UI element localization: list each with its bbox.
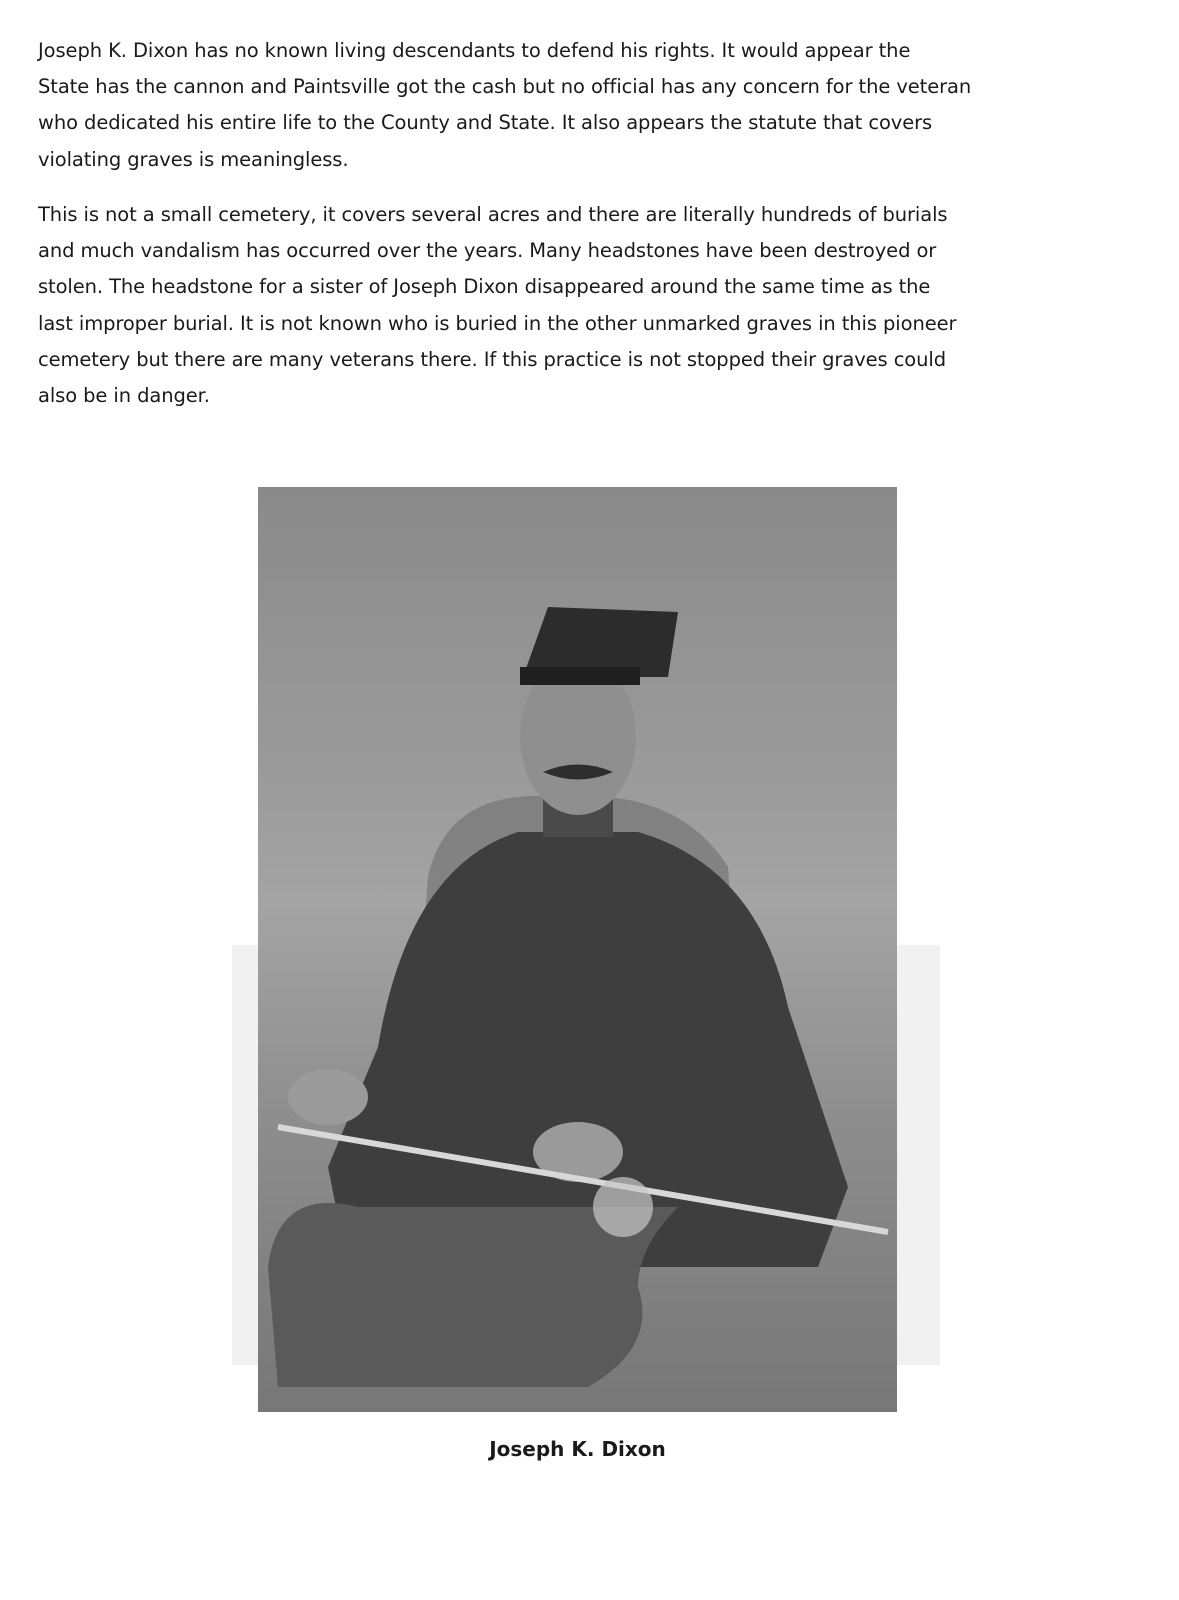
text-line: also be in danger. xyxy=(38,384,210,408)
portrait-photo xyxy=(258,487,897,1412)
portrait-silhouette xyxy=(258,487,897,1412)
text-line: cemetery but there are many veterans there. If this practice is not stopped their graves could xyxy=(38,347,946,371)
paragraph-1 xyxy=(38,33,1148,178)
text-line: State has the cannon and Paintsville got the cash but no official has any concern for the veteran xyxy=(38,75,972,99)
text-line: and much vandalism has occurred over the years. Many headstones have been destroyed or xyxy=(38,239,937,263)
text-line: violating graves is meaningless. xyxy=(38,147,349,171)
text-line: stolen. The headstone for a sister of Joseph Dixon disappeared around the same time as the xyxy=(38,275,931,299)
text-line: This is not a small cemetery, it covers several acres and there are literally hundreds of burials xyxy=(38,203,948,226)
text-line: Joseph K. Dixon has no known living descendants to defend his rights. It would appear the xyxy=(38,39,911,62)
photo-caption: Joseph K. Dixon xyxy=(489,1437,666,1461)
paragraph-2 xyxy=(38,197,1148,414)
text-line: who dedicated his entire life to the County and State. It also appears the statute that covers xyxy=(38,111,933,135)
text-line: last improper burial. It is not known who is buried in the other unmarked graves in this pioneer xyxy=(38,311,957,335)
